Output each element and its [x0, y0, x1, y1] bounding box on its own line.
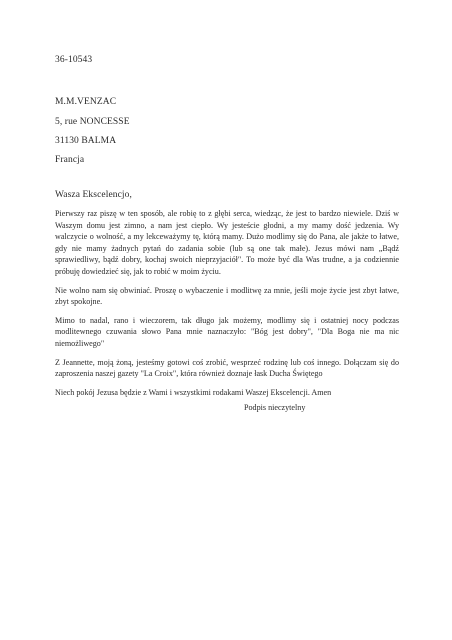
- recipient-city: 31130 BALMA: [55, 136, 117, 146]
- paragraph: Niech pokój Jezusa będzie z Wami i wszystkimi rodakami Waszej Ekscelencji. Amen: [55, 387, 332, 397]
- paragraph: Mimo to nadal, rano i wieczorem, tak długo jak możemy, modlimy się i ostatniej nocy podczas modlitewnego czuwania słowo Pana mnie naznaczyło: "Bóg jest dobry", "Dla Boga nie ma nic niemożliwego": [55, 315, 399, 348]
- recipient-street: 5, rue NONCESSE: [55, 117, 130, 127]
- salutation: Wasza Ekscelencjo,: [55, 190, 132, 200]
- paragraph: Nie wolno nam się obwiniać. Proszę o wybaczenie i modlitwę za mnie, jeśli moje życie jest zbyt łatwe, zbyt spokojne.: [55, 285, 399, 307]
- paragraph: Pierwszy raz piszę w ten sposób, ale robię to z głębi serca, wiedząc, że jest to bardzo niewiele. Dziś w Waszym domu jest zimno, a nam jest ciepło. Wy jesteście głodni, a my mamy dość jedzenia. Wy walczycie o wolność, a my lekceważymy tę, którą mamy. Dużo modlimy się do Pana, ale jakże to łatwe, gdy nie mamy żadnych pytań do zadania sobie (lub są one tak małe). Jezus mówi nam „Bądź sprawiedliwy, bądź dobry, kochaj swoich nieprzyjaciół". To może być dla Was trudne, a ja codziennie próbuję dowiedzieć się, jak to robić w moim życiu.: [55, 209, 399, 276]
- recipient-country: Francja: [55, 155, 85, 165]
- reference-number: 36-10543: [55, 55, 93, 65]
- recipient-name: M.M.VENZAC: [55, 97, 117, 107]
- signature-note: Podpis nieczytelny: [244, 403, 306, 412]
- paragraph: Z Jeannette, moją żoną, jesteśmy gotowi coś zrobić, wesprzeć rodzinę lub coś innego. Dołączam się do zaproszenia naszej gazety "La Croix", która również doznaje łask Ducha Świętego: [55, 357, 399, 379]
- letter-body: [55, 208, 399, 405]
